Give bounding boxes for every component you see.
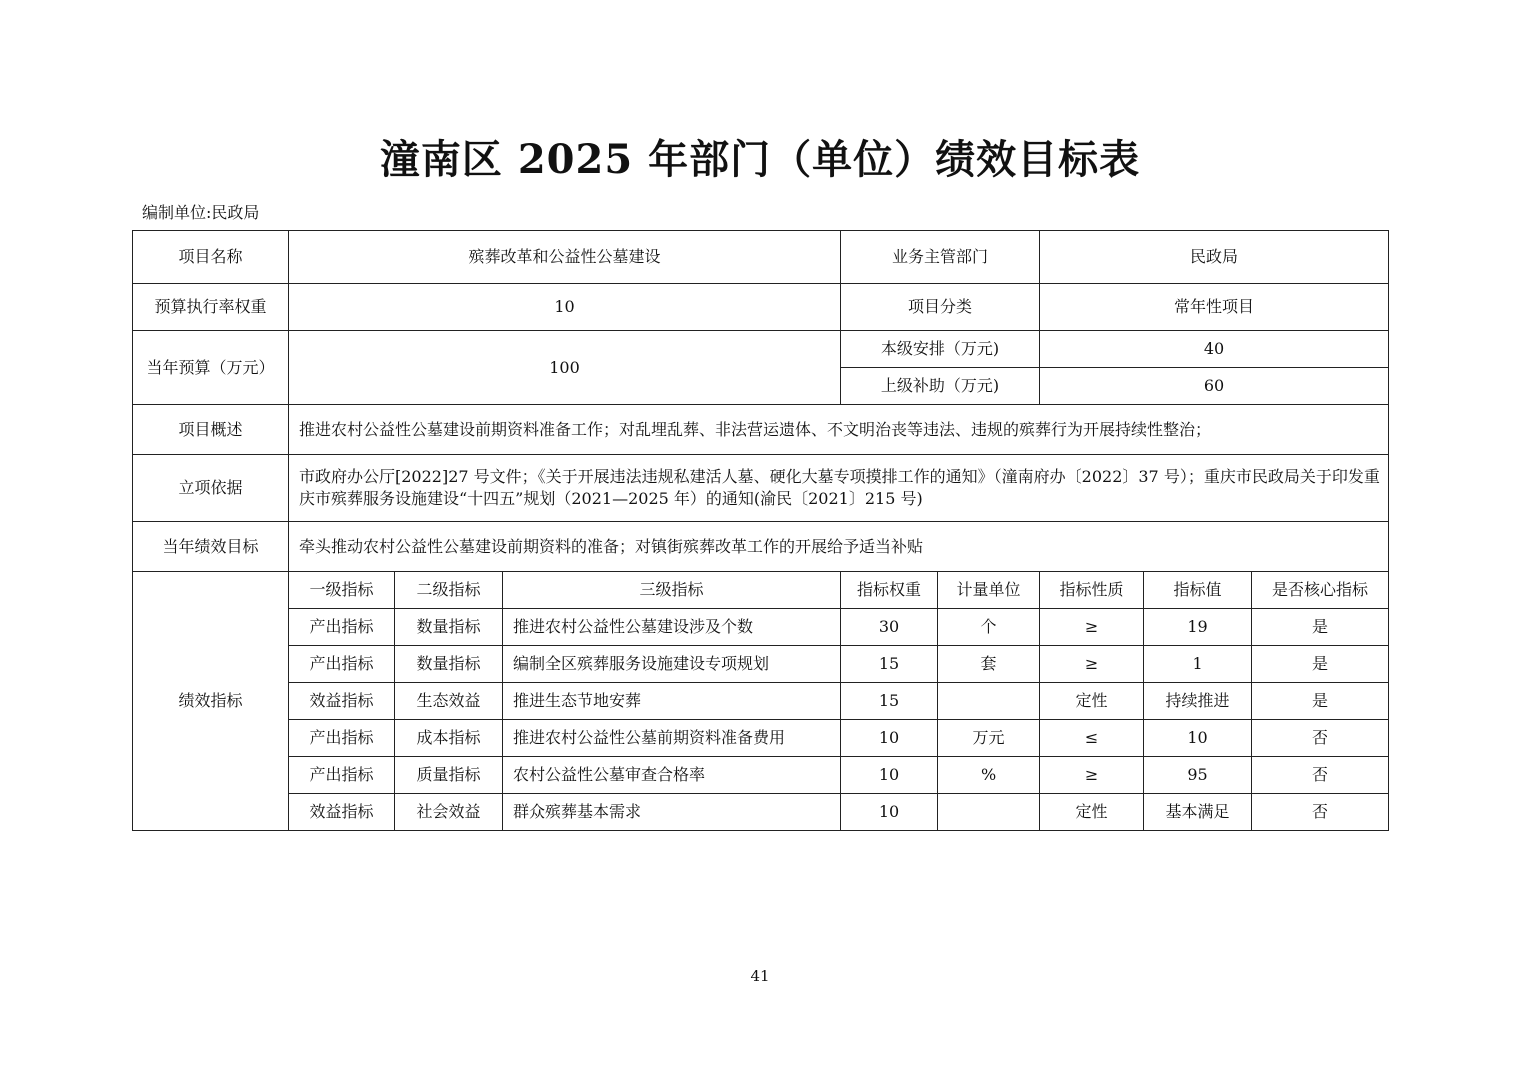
- indicator-header-row: [133, 572, 1389, 609]
- weight-cell: 10: [841, 720, 938, 757]
- subsidy-label: 上级补助（万元): [841, 368, 1040, 405]
- level2-cell: 成本指标: [395, 720, 503, 757]
- indicator-row: [133, 720, 1389, 757]
- level3-cell: 推进农村公益性公墓前期资料准备费用: [503, 720, 841, 757]
- header-level1: 一级指标: [289, 572, 395, 609]
- indicator-row: [133, 757, 1389, 794]
- local-funding-label: 本级安排（万元): [841, 331, 1040, 368]
- weight-cell: 10: [841, 757, 938, 794]
- indicator-row: [133, 794, 1389, 831]
- level2-cell: 社会效益: [395, 794, 503, 831]
- core-cell: 是: [1252, 646, 1389, 683]
- indicators-section-label: 绩效指标: [133, 572, 289, 831]
- header-weight: 指标权重: [841, 572, 938, 609]
- level2-cell: 数量指标: [395, 609, 503, 646]
- basis-text: 市政府办公厅[2022]27 号文件；《关于开展违法违规私建活人墓、硬化大墓专项摸排工作的通知》（潼南府办〔2022〕37 号）；重庆市民政局关于印发重庆市殡葬服务设施建设“十四五”规划（2021—2025 年）的通知(渝民〔2021〕215 号): [289, 455, 1389, 522]
- value-cell: 10: [1144, 720, 1252, 757]
- value-cell: 基本满足: [1144, 794, 1252, 831]
- level3-cell: 编制全区殡葬服务设施建设专项规划: [503, 646, 841, 683]
- level1-cell: 产出指标: [289, 609, 395, 646]
- level3-cell: 群众殡葬基本需求: [503, 794, 841, 831]
- unit-cell: [938, 683, 1040, 720]
- performance-target-table: [132, 230, 1389, 831]
- project-name-row: [133, 231, 1389, 284]
- level1-cell: 效益指标: [289, 794, 395, 831]
- value-cell: 19: [1144, 609, 1252, 646]
- weight-value: 10: [289, 284, 841, 331]
- header-level2: 二级指标: [395, 572, 503, 609]
- core-cell: 否: [1252, 757, 1389, 794]
- goal-text: 牵头推动农村公益性公墓建设前期资料的准备；对镇街殡葬改革工作的开展给予适当补贴: [289, 522, 1389, 572]
- indicator-row: [133, 646, 1389, 683]
- local-funding-value: 40: [1040, 331, 1389, 368]
- core-cell: 否: [1252, 794, 1389, 831]
- compiling-unit: 编制单位:民政局: [142, 203, 260, 222]
- project-name-label: 项目名称: [133, 231, 289, 284]
- value-cell: 持续推进: [1144, 683, 1252, 720]
- core-cell: 是: [1252, 609, 1389, 646]
- weight-cell: 10: [841, 794, 938, 831]
- overview-row: [133, 405, 1389, 455]
- unit-cell: 套: [938, 646, 1040, 683]
- overview-label: 项目概述: [133, 405, 289, 455]
- nature-cell: 定性: [1040, 683, 1144, 720]
- nature-cell: ≥: [1040, 609, 1144, 646]
- level1-cell: 产出指标: [289, 720, 395, 757]
- weight-cell: 15: [841, 683, 938, 720]
- indicator-row: [133, 683, 1389, 720]
- level2-cell: 质量指标: [395, 757, 503, 794]
- header-value: 指标值: [1144, 572, 1252, 609]
- level1-cell: 产出指标: [289, 646, 395, 683]
- level2-cell: 生态效益: [395, 683, 503, 720]
- category-label: 项目分类: [841, 284, 1040, 331]
- nature-cell: 定性: [1040, 794, 1144, 831]
- header-unit: 计量单位: [938, 572, 1040, 609]
- budget-label: 当年预算（万元）: [133, 331, 289, 405]
- header-level3: 三级指标: [503, 572, 841, 609]
- unit-cell: [938, 794, 1040, 831]
- level1-cell: 效益指标: [289, 683, 395, 720]
- level1-cell: 产出指标: [289, 757, 395, 794]
- header-core: 是否核心指标: [1252, 572, 1389, 609]
- dept-label: 业务主管部门: [841, 231, 1040, 284]
- weight-label: 预算执行率权重: [133, 284, 289, 331]
- level2-cell: 数量指标: [395, 646, 503, 683]
- core-cell: 否: [1252, 720, 1389, 757]
- level3-cell: 推进生态节地安葬: [503, 683, 841, 720]
- core-cell: 是: [1252, 683, 1389, 720]
- unit-cell: 万元: [938, 720, 1040, 757]
- indicator-row: [133, 609, 1389, 646]
- value-cell: 95: [1144, 757, 1252, 794]
- unit-cell: %: [938, 757, 1040, 794]
- value-cell: 1: [1144, 646, 1252, 683]
- level3-cell: 推进农村公益性公墓建设涉及个数: [503, 609, 841, 646]
- level3-cell: 农村公益性公墓审查合格率: [503, 757, 841, 794]
- weight-row: [133, 284, 1389, 331]
- nature-cell: ≤: [1040, 720, 1144, 757]
- goal-row: [133, 522, 1389, 572]
- unit-cell: 个: [938, 609, 1040, 646]
- budget-value: 100: [289, 331, 841, 405]
- nature-cell: ≥: [1040, 646, 1144, 683]
- weight-cell: 15: [841, 646, 938, 683]
- category-value: 常年性项目: [1040, 284, 1389, 331]
- dept-value: 民政局: [1040, 231, 1389, 284]
- page-number: 41: [750, 967, 770, 985]
- overview-text: 推进农村公益性公墓建设前期资料准备工作；对乱埋乱葬、非法营运遗体、不文明治丧等违法、违规的殡葬行为开展持续性整治；: [289, 405, 1389, 455]
- basis-row: [133, 455, 1389, 522]
- header-nature: 指标性质: [1040, 572, 1144, 609]
- basis-label: 立项依据: [133, 455, 289, 522]
- subsidy-value: 60: [1040, 368, 1389, 405]
- budget-row: [133, 331, 1389, 368]
- weight-cell: 30: [841, 609, 938, 646]
- project-name-value: 殡葬改革和公益性公墓建设: [289, 231, 841, 284]
- nature-cell: ≥: [1040, 757, 1144, 794]
- page-title: 潼南区 2025 年部门（单位）绩效目标表: [379, 136, 1141, 183]
- goal-label: 当年绩效目标: [133, 522, 289, 572]
